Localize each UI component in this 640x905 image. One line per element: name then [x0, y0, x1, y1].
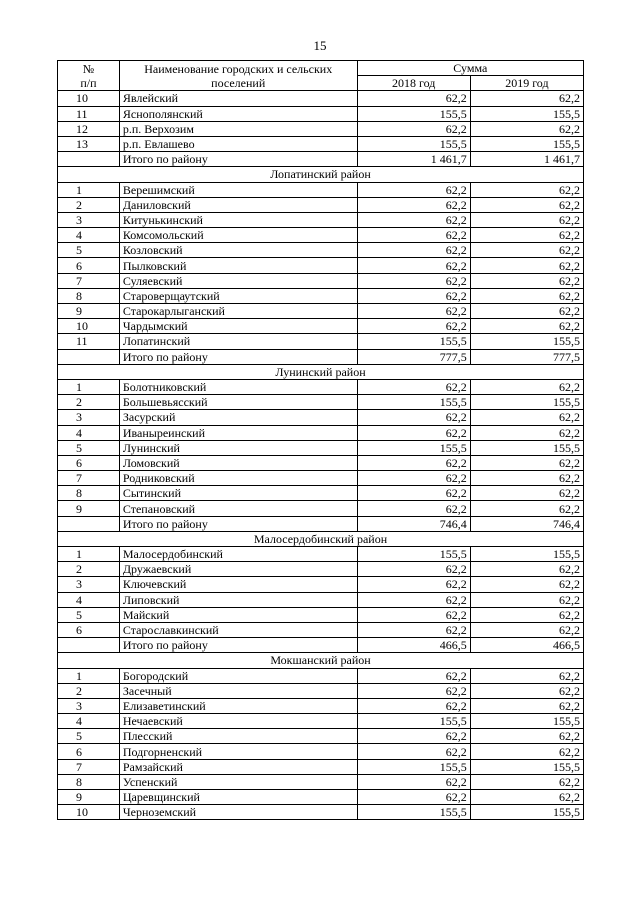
amount-2019: 746,4	[470, 516, 583, 531]
settlement-name: Лопатинский	[119, 334, 357, 349]
settlement-name: Итого по району	[119, 349, 357, 364]
settlement-name: Яснополянский	[119, 106, 357, 121]
amount-2018: 62,2	[357, 243, 470, 258]
amount-2018: 62,2	[357, 91, 470, 106]
table-row	[58, 805, 584, 820]
amount-2018: 155,5	[357, 714, 470, 729]
row-number: 6	[58, 744, 120, 759]
amount-2018: 777,5	[357, 349, 470, 364]
table-row	[58, 121, 584, 136]
table-row	[58, 334, 584, 349]
amount-2018: 62,2	[357, 683, 470, 698]
row-number: 2	[58, 562, 120, 577]
amount-2019: 155,5	[470, 805, 583, 820]
amount-2018: 62,2	[357, 622, 470, 637]
header-sum: Сумма	[357, 61, 583, 76]
row-number: 9	[58, 304, 120, 319]
row-number: 6	[58, 622, 120, 637]
settlement-name: Старокарлыганский	[119, 304, 357, 319]
amount-2019: 62,2	[470, 425, 583, 440]
amount-2019: 155,5	[470, 106, 583, 121]
amount-2018: 62,2	[357, 668, 470, 683]
amount-2018: 62,2	[357, 197, 470, 212]
table-row	[58, 288, 584, 303]
total-row	[58, 152, 584, 167]
table-row	[58, 607, 584, 622]
row-number: 8	[58, 486, 120, 501]
table-row	[58, 197, 584, 212]
amount-2019: 62,2	[470, 182, 583, 197]
header-number-line2: п/п	[80, 75, 97, 90]
settlement-name: р.п. Верхозим	[119, 121, 357, 136]
amount-2018: 62,2	[357, 304, 470, 319]
amount-2019: 155,5	[470, 547, 583, 562]
settlement-name: Рамзайский	[119, 759, 357, 774]
row-number: 4	[58, 592, 120, 607]
table-row	[58, 547, 584, 562]
row-number: 12	[58, 121, 120, 136]
amount-2018: 62,2	[357, 121, 470, 136]
amount-2018: 62,2	[357, 379, 470, 394]
amount-2019: 62,2	[470, 258, 583, 273]
settlement-name: Староверщаутский	[119, 288, 357, 303]
row-number: 4	[58, 425, 120, 440]
settlement-name: Итого по району	[119, 638, 357, 653]
amount-2018: 62,2	[357, 577, 470, 592]
table-row	[58, 273, 584, 288]
row-number: 10	[58, 805, 120, 820]
amount-2019: 62,2	[470, 91, 583, 106]
settlement-name: Даниловский	[119, 197, 357, 212]
table-body	[58, 91, 584, 820]
row-number: 7	[58, 471, 120, 486]
amount-2018: 62,2	[357, 562, 470, 577]
amount-2019: 62,2	[470, 683, 583, 698]
settlement-name: Нечаевский	[119, 714, 357, 729]
settlement-name: Лунинский	[119, 440, 357, 455]
amount-2018: 62,2	[357, 425, 470, 440]
row-number	[58, 152, 120, 167]
settlement-name: Явлейский	[119, 91, 357, 106]
amount-2019: 155,5	[470, 714, 583, 729]
settlement-name: Большевьясский	[119, 395, 357, 410]
amount-2019: 155,5	[470, 395, 583, 410]
amount-2018: 62,2	[357, 288, 470, 303]
table-row	[58, 182, 584, 197]
amount-2018: 62,2	[357, 698, 470, 713]
settlement-name: Липовский	[119, 592, 357, 607]
district-name: Лопатинский район	[58, 167, 584, 182]
amount-2019: 62,2	[470, 455, 583, 470]
settlement-name: Пылковский	[119, 258, 357, 273]
settlement-name: р.п. Евлашево	[119, 136, 357, 151]
settlement-name: Елизаветинский	[119, 698, 357, 713]
table-row	[58, 577, 584, 592]
amount-2018: 62,2	[357, 592, 470, 607]
amount-2019: 62,2	[470, 622, 583, 637]
row-number: 8	[58, 288, 120, 303]
settlement-name: Сытинский	[119, 486, 357, 501]
amount-2019: 155,5	[470, 440, 583, 455]
row-number: 8	[58, 774, 120, 789]
amount-2019: 62,2	[470, 698, 583, 713]
amount-2019: 62,2	[470, 379, 583, 394]
district-header-row	[58, 167, 584, 182]
row-number: 2	[58, 683, 120, 698]
amount-2018: 62,2	[357, 182, 470, 197]
row-number: 6	[58, 455, 120, 470]
row-number: 2	[58, 197, 120, 212]
row-number: 13	[58, 136, 120, 151]
settlement-name: Суляевский	[119, 273, 357, 288]
row-number: 6	[58, 258, 120, 273]
amount-2018: 155,5	[357, 334, 470, 349]
amount-2018: 62,2	[357, 273, 470, 288]
row-number: 3	[58, 698, 120, 713]
table-row	[58, 622, 584, 637]
amount-2019: 62,2	[470, 790, 583, 805]
settlement-name: Богородский	[119, 668, 357, 683]
table-row	[58, 455, 584, 470]
amount-2019: 62,2	[470, 304, 583, 319]
table-row	[58, 258, 584, 273]
table-row	[58, 562, 584, 577]
settlement-name: Дружаевский	[119, 562, 357, 577]
header-name-line1: Наименование городских и сельских	[144, 61, 333, 76]
row-number: 7	[58, 759, 120, 774]
table-row	[58, 440, 584, 455]
amount-2018: 155,5	[357, 805, 470, 820]
table-row	[58, 136, 584, 151]
amount-2019: 62,2	[470, 729, 583, 744]
amount-2018: 62,2	[357, 729, 470, 744]
row-number: 5	[58, 440, 120, 455]
row-number: 9	[58, 790, 120, 805]
amount-2018: 155,5	[357, 395, 470, 410]
total-row	[58, 638, 584, 653]
settlement-name: Успенский	[119, 774, 357, 789]
header-number-line1: №	[82, 61, 95, 76]
amount-2018: 746,4	[357, 516, 470, 531]
header-name-line2: поселений	[211, 75, 266, 90]
amount-2019: 62,2	[470, 288, 583, 303]
amount-2019: 62,2	[470, 577, 583, 592]
amount-2018: 62,2	[357, 471, 470, 486]
row-number: 3	[58, 410, 120, 425]
settlement-name: Подгорненский	[119, 744, 357, 759]
total-row	[58, 349, 584, 364]
table-row	[58, 744, 584, 759]
amount-2018: 155,5	[357, 547, 470, 562]
district-name: Лунинский район	[58, 364, 584, 379]
settlement-name: Засечный	[119, 683, 357, 698]
amount-2018: 466,5	[357, 638, 470, 653]
row-number	[58, 638, 120, 653]
total-row	[58, 516, 584, 531]
table-row	[58, 379, 584, 394]
row-number: 11	[58, 106, 120, 121]
settlement-name: Чардымский	[119, 319, 357, 334]
row-number: 4	[58, 714, 120, 729]
amount-2019: 62,2	[470, 228, 583, 243]
amount-2018: 62,2	[357, 501, 470, 516]
table-row	[58, 592, 584, 607]
table-row	[58, 759, 584, 774]
table-row	[58, 471, 584, 486]
settlement-name: Итого по району	[119, 152, 357, 167]
table-row	[58, 425, 584, 440]
table-row	[58, 228, 584, 243]
page-number: 15	[313, 38, 327, 53]
table-row	[58, 668, 584, 683]
settlement-name: Иваныреинский	[119, 425, 357, 440]
settlement-name: Итого по району	[119, 516, 357, 531]
table-row	[58, 91, 584, 106]
amount-2019: 62,2	[470, 501, 583, 516]
table-row	[58, 304, 584, 319]
settlement-name: Степановский	[119, 501, 357, 516]
table-row	[58, 501, 584, 516]
settlement-name: Комсомольский	[119, 228, 357, 243]
amount-2019: 62,2	[470, 471, 583, 486]
settlement-name: Царевщинский	[119, 790, 357, 805]
amount-2019: 62,2	[470, 744, 583, 759]
row-number	[58, 349, 120, 364]
row-number: 3	[58, 577, 120, 592]
table-row	[58, 774, 584, 789]
amount-2018: 62,2	[357, 228, 470, 243]
amount-2018: 62,2	[357, 455, 470, 470]
row-number: 9	[58, 501, 120, 516]
row-number: 5	[58, 729, 120, 744]
table-row	[58, 683, 584, 698]
amount-2019: 62,2	[470, 562, 583, 577]
settlement-name: Майский	[119, 607, 357, 622]
amount-2018: 62,2	[357, 486, 470, 501]
header-year-2018: 2018 год	[357, 76, 470, 91]
table-row	[58, 410, 584, 425]
header-year-2019: 2019 год	[470, 76, 583, 91]
header-settlement-name	[119, 61, 357, 91]
amount-2018: 155,5	[357, 440, 470, 455]
amount-2019: 466,5	[470, 638, 583, 653]
settlements-table	[57, 60, 584, 820]
amount-2019: 62,2	[470, 243, 583, 258]
district-header-row	[58, 531, 584, 546]
table-row	[58, 212, 584, 227]
table-row	[58, 714, 584, 729]
row-number: 5	[58, 243, 120, 258]
table-row	[58, 790, 584, 805]
amount-2018: 62,2	[357, 410, 470, 425]
settlement-name: Плесский	[119, 729, 357, 744]
table-row	[58, 319, 584, 334]
settlement-name: Ломовский	[119, 455, 357, 470]
amount-2019: 155,5	[470, 136, 583, 151]
amount-2018: 62,2	[357, 258, 470, 273]
row-number: 1	[58, 379, 120, 394]
district-header-row	[58, 364, 584, 379]
amount-2019: 62,2	[470, 212, 583, 227]
district-name: Малосердобинский район	[58, 531, 584, 546]
row-number: 10	[58, 91, 120, 106]
amount-2018: 62,2	[357, 212, 470, 227]
settlement-name: Козловский	[119, 243, 357, 258]
row-number: 11	[58, 334, 120, 349]
row-number: 3	[58, 212, 120, 227]
table-row	[58, 486, 584, 501]
district-name: Мокшанский район	[58, 653, 584, 668]
amount-2018: 62,2	[357, 607, 470, 622]
table-header	[58, 61, 584, 91]
table-row	[58, 106, 584, 121]
header-number	[58, 61, 120, 91]
amount-2019: 62,2	[470, 668, 583, 683]
table-row	[58, 698, 584, 713]
row-number	[58, 516, 120, 531]
amount-2018: 62,2	[357, 790, 470, 805]
settlement-name: Малосердобинский	[119, 547, 357, 562]
amount-2019: 155,5	[470, 334, 583, 349]
amount-2019: 62,2	[470, 197, 583, 212]
settlement-name: Черноземский	[119, 805, 357, 820]
district-header-row	[58, 653, 584, 668]
table-row	[58, 243, 584, 258]
amount-2019: 62,2	[470, 486, 583, 501]
amount-2019: 155,5	[470, 759, 583, 774]
amount-2018: 155,5	[357, 759, 470, 774]
amount-2019: 1 461,7	[470, 152, 583, 167]
settlement-name: Старославкинский	[119, 622, 357, 637]
row-number: 4	[58, 228, 120, 243]
table-row	[58, 395, 584, 410]
amount-2018: 155,5	[357, 106, 470, 121]
amount-2018: 62,2	[357, 319, 470, 334]
table-row	[58, 729, 584, 744]
settlement-name: Верешимский	[119, 182, 357, 197]
amount-2019: 62,2	[470, 592, 583, 607]
row-number: 5	[58, 607, 120, 622]
row-number: 2	[58, 395, 120, 410]
row-number: 1	[58, 668, 120, 683]
amount-2019: 62,2	[470, 774, 583, 789]
amount-2019: 777,5	[470, 349, 583, 364]
amount-2018: 1 461,7	[357, 152, 470, 167]
row-number: 10	[58, 319, 120, 334]
settlement-name: Родниковский	[119, 471, 357, 486]
row-number: 1	[58, 182, 120, 197]
amount-2019: 62,2	[470, 121, 583, 136]
row-number: 7	[58, 273, 120, 288]
amount-2019: 62,2	[470, 319, 583, 334]
settlement-name: Засурский	[119, 410, 357, 425]
amount-2019: 62,2	[470, 607, 583, 622]
settlement-name: Ключевский	[119, 577, 357, 592]
amount-2019: 62,2	[470, 410, 583, 425]
amount-2018: 62,2	[357, 744, 470, 759]
amount-2018: 62,2	[357, 774, 470, 789]
amount-2019: 62,2	[470, 273, 583, 288]
row-number: 1	[58, 547, 120, 562]
amount-2018: 155,5	[357, 136, 470, 151]
settlement-name: Китунькинский	[119, 212, 357, 227]
settlement-name: Болотниковский	[119, 379, 357, 394]
